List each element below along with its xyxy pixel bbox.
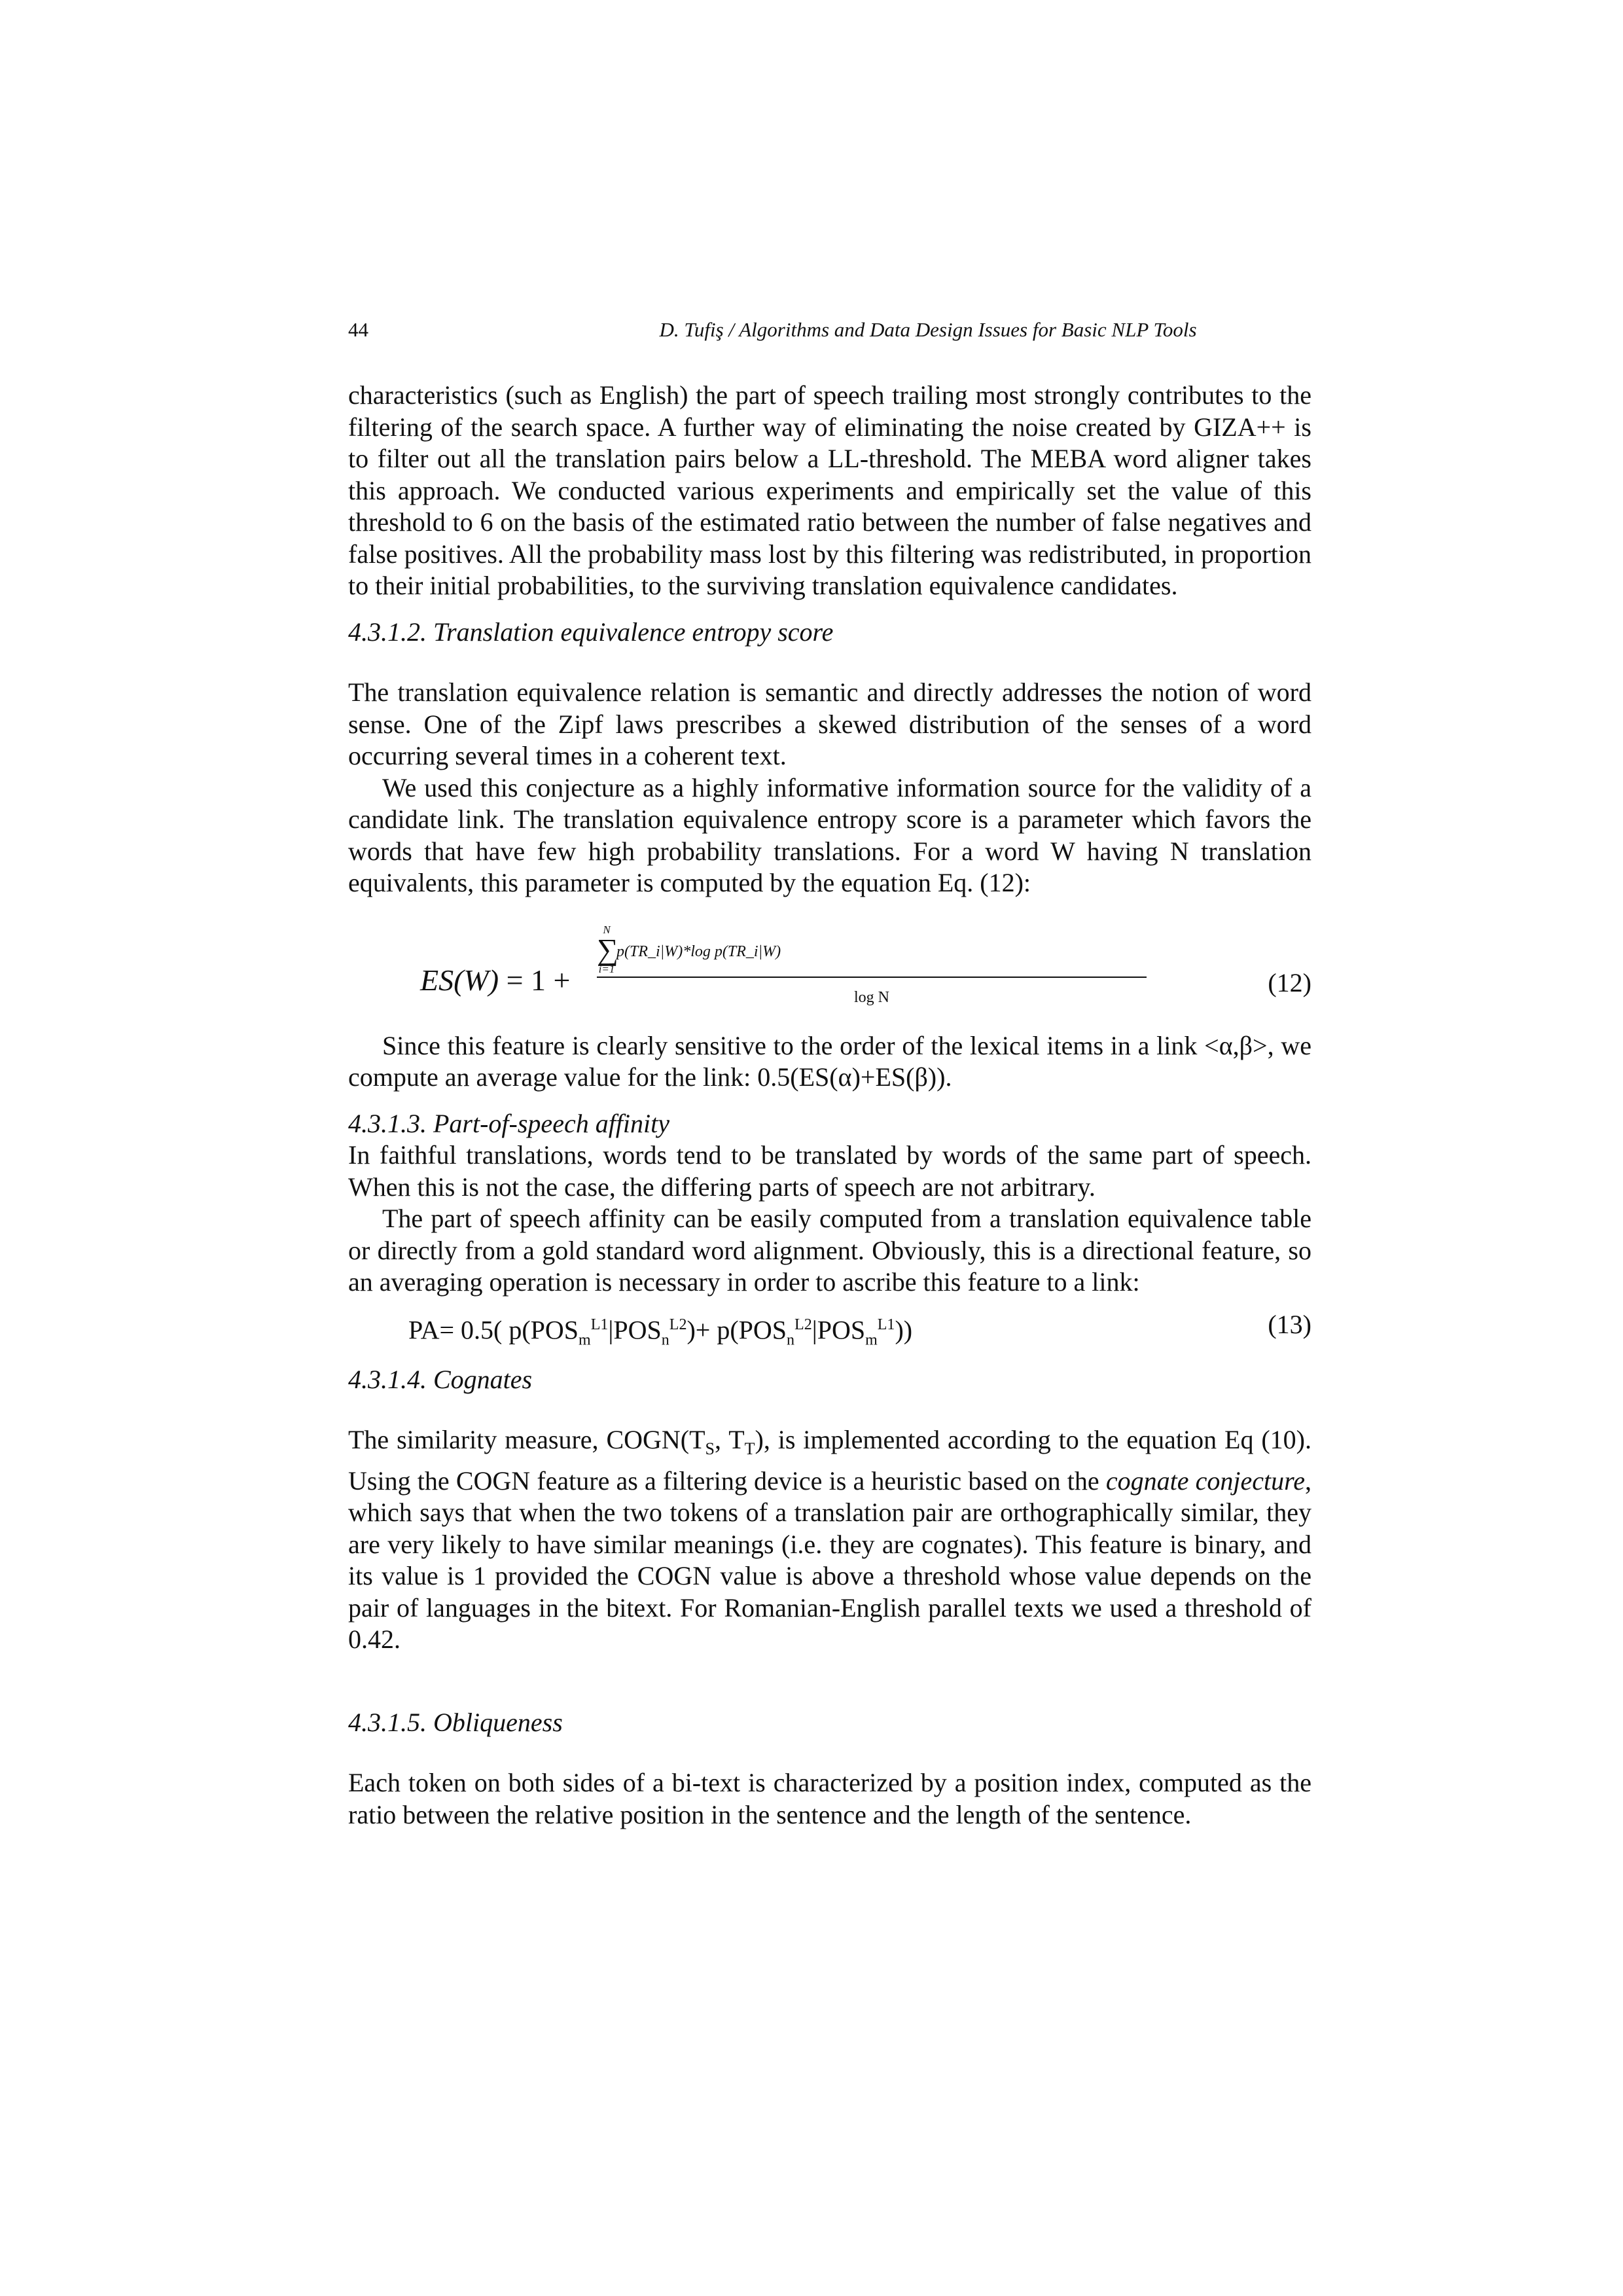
running-title: D. Tufiş / Algorithms and Data Design Issues for Basic NLP Tools <box>659 318 1197 341</box>
summation-sign: N ∑ i=1 <box>597 923 618 975</box>
cognate-conjecture-term: cognate conjecture <box>1105 1465 1305 1496</box>
equation-12-numerator: p(TR_i|W)*log p(TR_i|W) <box>616 942 781 960</box>
paragraph-8: Each token on both sides of a bi-text is characterized by a position index, computed as the ratio between the relative position in the sentence and the length of the sentence. <box>348 1768 1311 1829</box>
equation-12-fraction <box>597 919 1147 1017</box>
section-heading-4-3-1-2: 4.3.1.2. Translation equivalence entropy score <box>348 617 834 647</box>
running-header <box>348 318 1311 347</box>
paragraph-1: characteristics (such as English) the part of speech trailing most strongly contributes to the filtering of the search space. A further way of eliminating the noise created by GIZA++ is to filter out all the translation pairs below a LL-threshold. The MEBA word aligner takes this approach. We conducted various experiments and empirically set the value of this threshold to 6 on the basis of the estimated ratio between the number of false negatives and false positives. All the probability mass lost by this filtering was redistributed, in proportion to their initial probabilities, to the surviving translation equivalence candidates. <box>348 380 1311 600</box>
section-heading-4-3-1-3: 4.3.1.3. Part-of-speech affinity <box>348 1108 670 1138</box>
paragraph-5: In faithful translations, words tend to be translated by words of the same part of speech. When this is not the case, the differing parts of speech are not arbitrary. <box>348 1140 1311 1202</box>
paragraph-4: Since this feature is clearly sensitive to the order of the lexical items in a link <α,β>, we compute an average value for the link: 0.5(ES(α)+ES(β)). <box>348 1030 1311 1092</box>
fraction-bar <box>597 977 1147 978</box>
equation-12-lhs: ES(W) = 1 + <box>420 963 571 997</box>
section-heading-4-3-1-5: 4.3.1.5. Obliqueness <box>348 1707 563 1737</box>
paragraph-7: The similarity measure, $COGN(T_S$, $T_T$), is implemented according to the equation Eq (10). Using the COGN feature as a filtering device is a heuristic based on the cognate conjecture, which says that when the two tokens of a translation pair are orthographically similar, they are very likely to have similar meanings (i.e. they are cognates). This feature is binary, and its value is 1 provided the COGN value is above a threshold whose value depends on the pair of languages in the bitext. For Romanian-English parallel texts we used a threshold of 0.42. <box>348 1425 1311 1654</box>
equation-13-number: (13) <box>1268 1309 1311 1339</box>
section-heading-4-3-1-4: 4.3.1.4. Cognates <box>348 1364 533 1394</box>
paragraph-6: The part of speech affinity can be easily computed from a translation equivalence table or directly from a gold standard word alignment. Obviously, this is a directional feature, so an averaging operation is necessary in order to ascribe this feature to a link: <box>348 1204 1311 1297</box>
equation-12-denominator: log N <box>854 988 889 1006</box>
page-number: 44 <box>348 318 368 341</box>
equation-13 <box>348 1304 1311 1350</box>
paragraph-2: The translation equivalence relation is semantic and directly addresses the notion of word sense. One of the Zipf laws prescribes a skewed distribution of the senses of a word occurring several times in a coherent text. <box>348 677 1311 770</box>
equation-13-formula: PA= 0.5( $p(POS_m^{L1}|POS_n^{L2})+ p(POS_n^{L2}|POS_m^{L1})$) <box>408 1314 913 1348</box>
equation-12-number: (12) <box>1268 967 1311 997</box>
equation-12 <box>348 919 1311 1017</box>
paragraph-3: We used this conjecture as a highly informative information source for the validity of a candidate link. The translation equivalence entropy score is a parameter which favors the words that have few high probability translations. For a word W having N translation equivalents, this parameter is computed by the equation Eq. (12): <box>348 772 1311 897</box>
page-body <box>348 380 1311 1831</box>
